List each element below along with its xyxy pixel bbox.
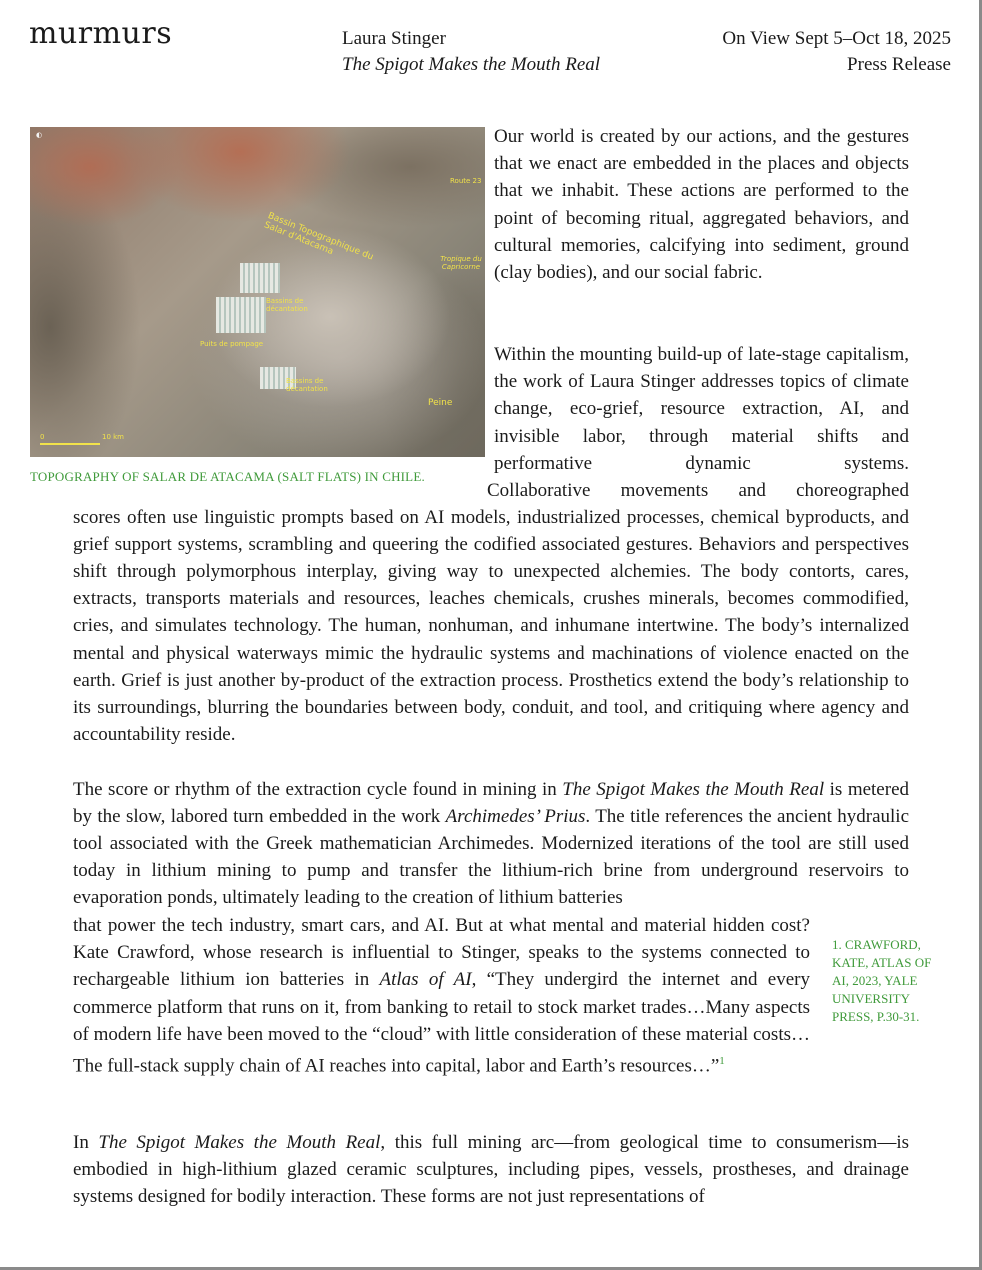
salar-de-atacama-map — [30, 127, 485, 457]
paragraph-1: Our world is created by our actions, and the gestures that we enact are embedded in the places and objects that we inhabit. These actions are performed to the point of becoming ritual, aggregated behaviors, and cultural memories, calcifying into sediment, ground (clay bodies), and our social fabric. — [494, 126, 909, 284]
italic-title: The Spigot Makes the Mouth Real — [562, 779, 825, 800]
paragraph-3-part-b — [73, 912, 810, 1080]
paragraph-4 — [73, 1129, 909, 1210]
third-paragraph-bottom — [73, 912, 810, 1080]
document-type: Press Release — [847, 54, 951, 75]
gallery-logo: murmurs — [29, 16, 173, 51]
map-scale-10km: 10 km — [102, 433, 125, 441]
evaporation-pond — [240, 263, 280, 293]
map-label-route: Route 23 — [450, 177, 482, 185]
paragraph-2-part-b: Collaborative movements and choreographed — [487, 480, 909, 501]
map-logo-mark: ◐ — [36, 131, 43, 139]
figure-caption: TOPOGRAPHY OF SALAR DE ATACAMA (SALT FLATS) IN CHILE. — [30, 469, 425, 484]
header-center — [342, 26, 600, 78]
map-scale-bar — [40, 443, 100, 445]
artist-name: Laura Stinger — [342, 28, 446, 49]
header-right — [722, 26, 951, 78]
map-label-wells: Puits de pompage — [200, 340, 264, 348]
footnote-marker[interactable]: 1 — [719, 1055, 725, 1068]
fourth-paragraph — [73, 1129, 909, 1210]
exhibition-title: The Spigot Makes the Mouth Real — [342, 54, 601, 75]
map-label-tropic: Tropique du Capricorne — [440, 255, 482, 271]
map-label-basins-1: Bassins de décantation — [266, 297, 308, 313]
footnote: 1. CRAWFORD, KATE, ATLAS OF AI, 2023, YALE UNIVERSITY PRESS, P.30-31. — [832, 937, 932, 1024]
paragraph-2-part-c: scores often use linguistic prompts based on AI models, industrialized processes, chemical byproducts, and grief support systems, scrambling and queering the codified associated gestures. Behaviors and perspectives shift through polymorphous interplay, giving way to unexpected alchemies. The body contorts, cares, extracts, transports materials and resources, leaches chemicals, crushes minerals, becomes commodified, cries, and simulates technology. The human, nonhuman, and inhumane intertwine. The body’s internalized mental and physical waterways mimic the hydraulic systems and machinations of violence enacted on the earth. Grief is just another by-product of the extraction process. Prosthetics extend the body’s relationship to its surroundings, blurring the boundaries between body, conduit, and tool, and critiquing where agency and accountability reside. — [73, 507, 909, 745]
text-run: that power the tech industry, smart cars, and AI. But at what mental and material hidden cost? Kate Crawford, whose research is influential to Stinger, speaks to the systems connected to rechargeable lithium ion batteries in — [73, 915, 810, 991]
second-paragraph-continued — [73, 477, 909, 748]
map-label-basins-2: Bassins de décantation — [286, 377, 328, 393]
exhibition-dates: On View Sept 5–Oct 18, 2025 — [722, 28, 951, 49]
map-label-peine: Peine — [428, 398, 453, 408]
map-scale-zero: 0 — [40, 433, 45, 441]
text-run: is metered by the slow, labored turn embedded in the work — [73, 779, 910, 828]
text-run: The score or rhythm of the extraction cycle found in mining in — [73, 779, 563, 800]
map-label-basin: Bassin Topographique du Salar d'Atacama — [262, 211, 375, 263]
text-run: , this full mining arc—from geological time to consumerism—is embodied in high-lithium glazed ceramic sculptures, including pipes, vessels, prostheses, and drainage systems designed for bodily interaction. These forms are not just representations of — [73, 1132, 909, 1208]
text-run: , “They undergird the internet and every commerce platform that runs on it, from banking to retail to stock market trades…Many aspects of modern life have been moved to the “cloud” with little consideration of these material costs…The full-stack supply chain of AI reaches into capital, labor and Earth’s resources…” — [73, 969, 810, 1077]
evaporation-pond — [216, 297, 266, 333]
text-run: In — [73, 1132, 99, 1153]
paragraph-3-part-a — [73, 776, 909, 911]
second-paragraph-top — [494, 341, 909, 477]
paragraph-2-part-a: Within the mounting build-up of late-stage capitalism, the work of Laura Stinger addresses topics of climate change, eco-grief, resource extraction, AI, and invisible labor, through material shifts and performative dynamic systems. — [494, 344, 909, 474]
intro-paragraph — [494, 123, 909, 286]
italic-title: The Spigot Makes the Mouth Real — [98, 1132, 381, 1153]
italic-title: Archimedes’ Prius — [445, 806, 586, 828]
third-paragraph-top — [73, 776, 909, 911]
text-run: . The title references the ancient hydraulic tool associated with the Greek mathematician Archimedes. Modernized iterations of the tool are still used today in lithium mining to pump and transfer the lithium-rich brine from underground reservoirs to evaporation ponds, ultimately leading to the creation of lithium batteries — [73, 806, 909, 909]
italic-title: Atlas of AI — [379, 969, 472, 991]
